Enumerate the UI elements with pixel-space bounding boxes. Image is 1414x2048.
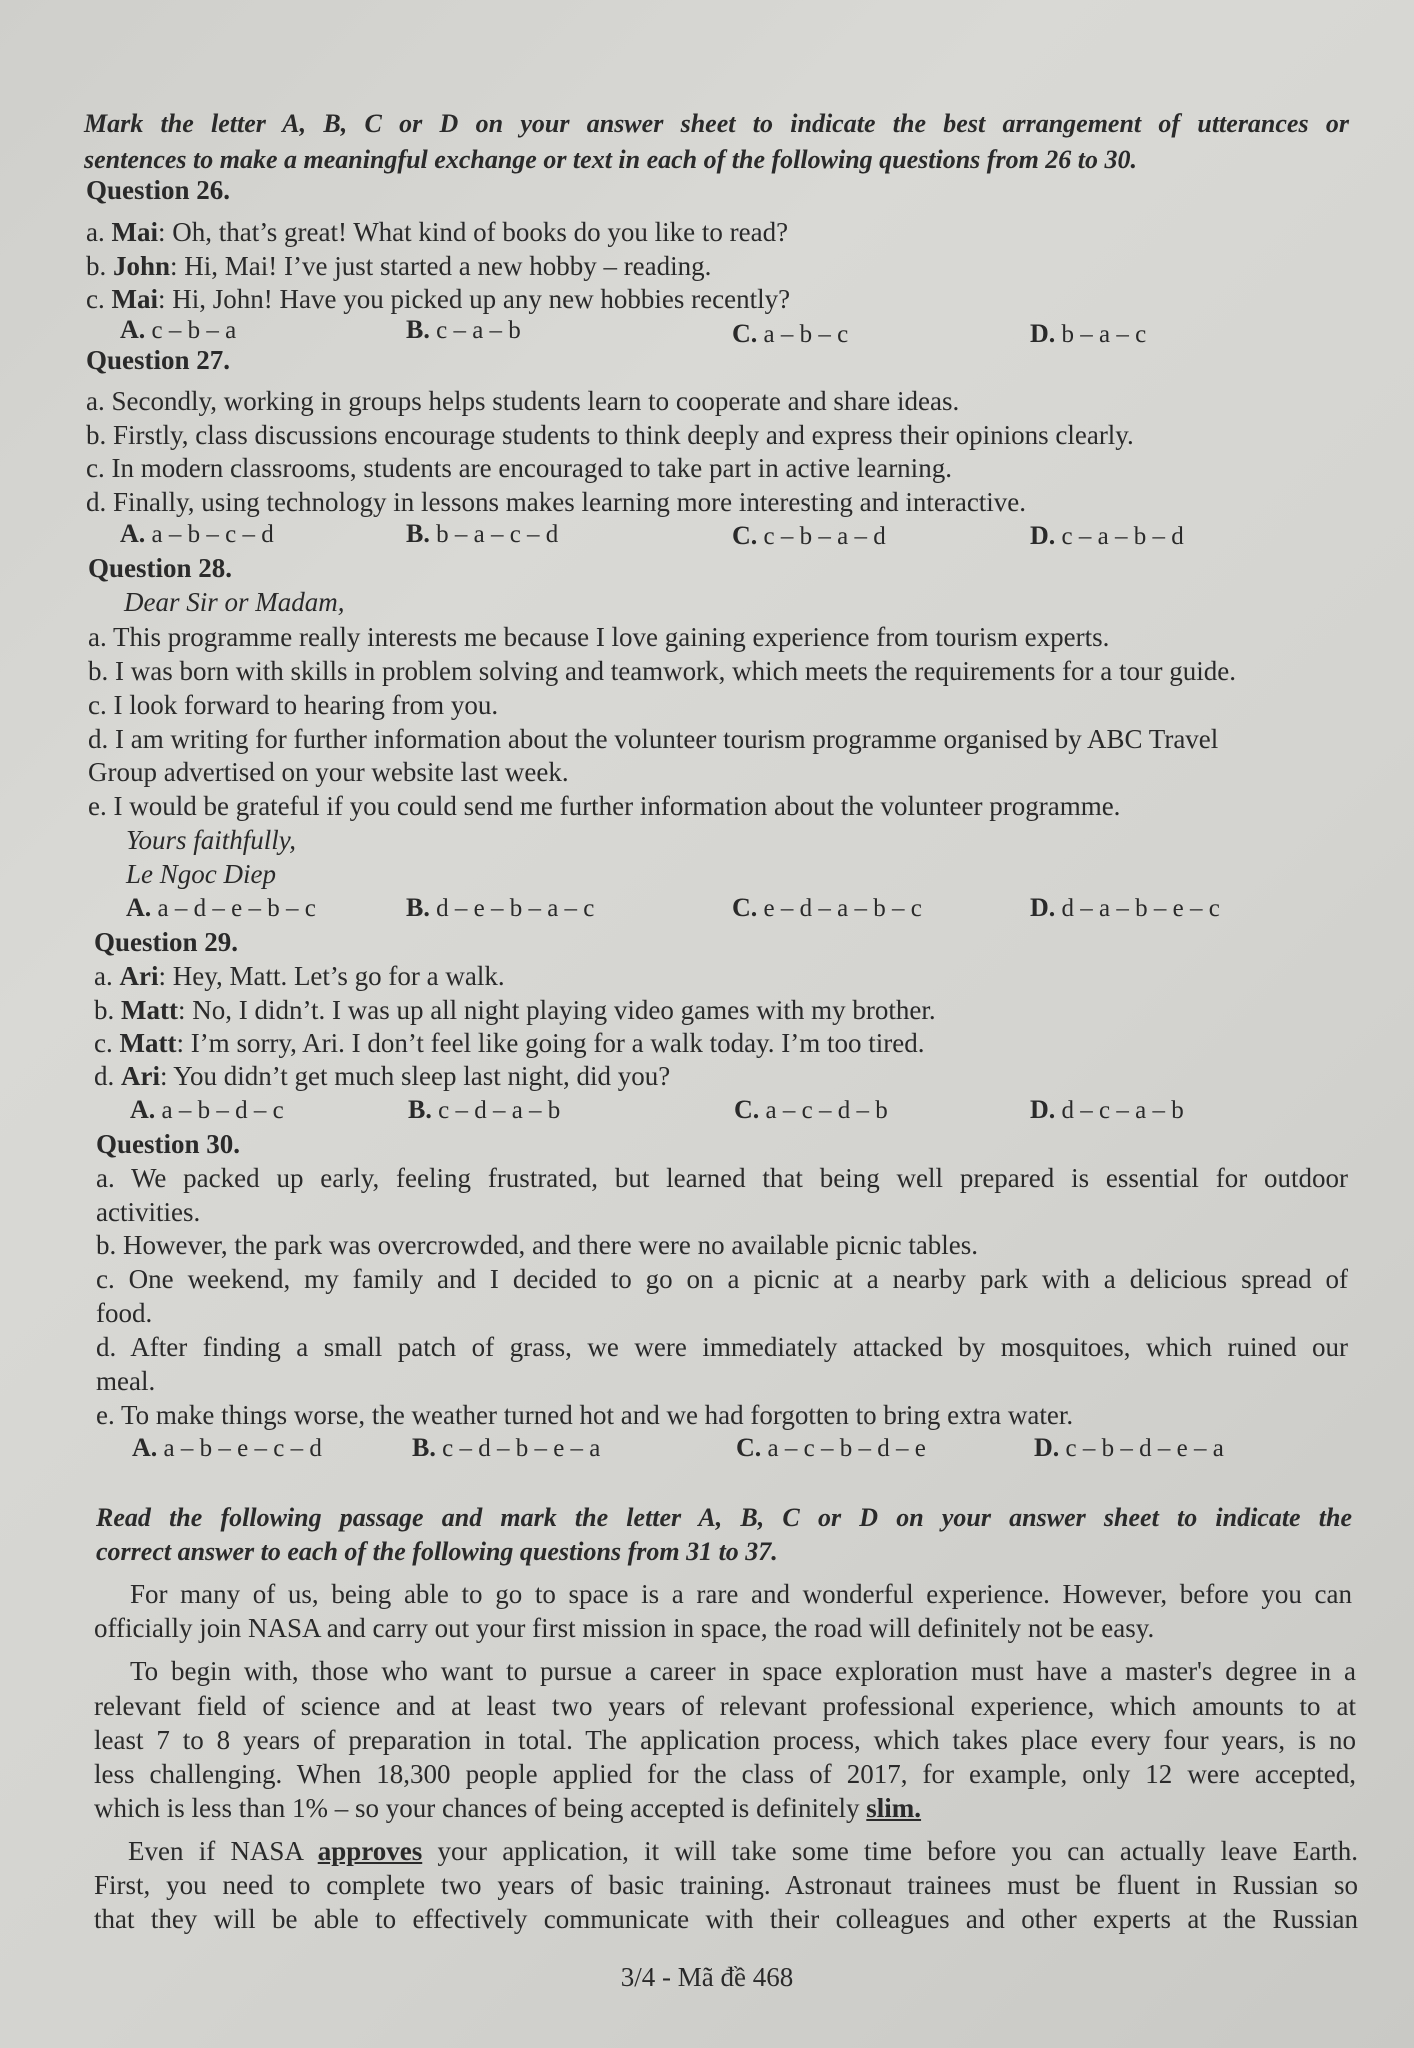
sentence-a	[96, 1162, 1348, 1194]
passage-text: less challenging. When 18,300 people applied for the class of 2017, for example, only 12 were accepted,	[94, 1759, 1356, 1789]
option-letter: A.	[126, 893, 152, 922]
option-a[interactable]	[126, 892, 316, 925]
item-prefix: b.	[94, 995, 121, 1025]
utterance-d	[94, 1060, 670, 1092]
option-letter: B.	[412, 1433, 436, 1462]
option-a[interactable]	[132, 1432, 322, 1465]
sentence-text: d. After finding a small patch of grass, we were immediately attacked by mosquitoes, which ruined our	[96, 1332, 1348, 1362]
speaker-name: Matt	[121, 995, 178, 1025]
speaker-name: Matt	[119, 1028, 177, 1058]
passage-line: officially join NASA and carry out your first mission in space, the road will definitely not be easy.	[94, 1613, 1155, 1643]
option-a[interactable]	[120, 314, 236, 347]
sentence-b: b. Firstly, class discussions encourage students to think deeply and express their opinions clearly.	[86, 420, 1134, 450]
letter-greeting: Dear Sir or Madam,	[124, 587, 345, 617]
section-instruction-line	[84, 108, 1349, 140]
option-c[interactable]	[732, 892, 922, 925]
utterance-text: : No, I didn’t. I was up all night playing video games with my brother.	[177, 995, 936, 1025]
option-text: a – d – e – b – c	[157, 895, 316, 922]
sentence-d	[96, 1331, 1348, 1363]
option-letter: A.	[120, 519, 146, 548]
passage-text: your application, it will take some time before you can actually leave Earth.	[422, 1836, 1358, 1866]
passage-line	[94, 1869, 1358, 1901]
passage-line	[94, 1758, 1356, 1790]
option-text: b – a – c – d	[436, 521, 559, 548]
utterance-a	[86, 216, 788, 248]
option-letter: D.	[1030, 1095, 1056, 1124]
item-prefix: c.	[94, 1028, 120, 1058]
passage-text: least 7 to 8 years of preparation in total. The application process, which takes place every four years, is no	[94, 1725, 1356, 1755]
option-d[interactable]	[1034, 1432, 1224, 1465]
option-letter: B.	[406, 519, 430, 548]
option-text: b – a – c	[1061, 321, 1147, 348]
option-letter: C.	[732, 521, 758, 550]
option-text: c – a – b – d	[1061, 523, 1184, 550]
option-text: a – c – b – d – e	[767, 1435, 926, 1462]
option-c[interactable]	[732, 318, 848, 351]
utterance-text: : Oh, that’s great! What kind of books do you like to read?	[157, 217, 789, 247]
option-letter: D.	[1030, 521, 1056, 550]
section-instruction-line: sentences to make a meaningful exchange or text in each of the following questions from 26 to 30.	[84, 145, 1138, 174]
passage-text: First, you need to complete two years of basic training. Astronaut trainees must be fluent in Russian so	[94, 1870, 1358, 1900]
utterance-text: : Hi, Mai! I’ve just started a new hobby – reading.	[170, 251, 712, 281]
option-letter: D.	[1030, 893, 1056, 922]
utterance-b	[94, 994, 936, 1026]
instruction-text: Read the following passage and mark the letter A, B, C or D on your answer sheet to indicate the	[96, 1503, 1352, 1532]
speaker-name: Mai	[111, 217, 158, 247]
passage-text: To begin with, those who want to pursue a career in space exploration must have a master's degree in a	[130, 1656, 1356, 1686]
option-b[interactable]	[408, 1094, 560, 1127]
option-letter: D.	[1034, 1433, 1060, 1462]
option-letter: B.	[408, 1095, 432, 1124]
option-letter: B.	[406, 315, 430, 344]
speaker-name: John	[113, 251, 171, 281]
passage-line	[130, 1578, 1352, 1610]
instruction-text: Mark the letter A, B, C or D on your answer sheet to indicate the best arrangement of utterances or	[84, 109, 1349, 138]
option-text: c – d – a – b	[438, 1097, 561, 1124]
option-c[interactable]	[736, 1432, 926, 1465]
sentence-text: c. One weekend, my family and I decided to go on a picnic at a nearby park with a delicious spread of	[96, 1264, 1348, 1294]
passage-line	[94, 1724, 1356, 1756]
option-letter: A.	[132, 1433, 158, 1462]
option-letter: A.	[120, 315, 146, 344]
option-text: d – e – b – a – c	[436, 895, 595, 922]
option-d[interactable]	[1030, 892, 1220, 925]
speaker-name: Mai	[111, 284, 158, 314]
sentence-a: a. Secondly, working in groups helps students learn to cooperate and share ideas.	[86, 386, 960, 416]
option-a[interactable]	[120, 518, 274, 551]
option-text: c – b – a	[151, 317, 237, 344]
underlined-word-approves: approves	[317, 1836, 423, 1866]
option-letter: B.	[406, 893, 430, 922]
sentence-e: e. To make things worse, the weather turned hot and we had forgotten to bring extra water.	[96, 1400, 1074, 1430]
passage-line	[94, 1690, 1356, 1722]
item-prefix: d.	[94, 1061, 121, 1091]
sentence-a: a. This programme really interests me because I love gaining experience from tourism experts.	[88, 622, 1110, 652]
utterance-c	[94, 1027, 925, 1059]
speaker-name: Ari	[119, 961, 159, 991]
option-a[interactable]	[130, 1094, 284, 1127]
page-footer: 3/4 - Mã đề 468	[620, 1962, 794, 1992]
utterance-text: : I’m sorry, Ari. I don’t feel like going for a walk today. I’m too tired.	[176, 1028, 925, 1058]
question-title: Question 28.	[88, 553, 233, 583]
utterance-text: : Hey, Matt. Let’s go for a walk.	[158, 961, 505, 991]
sentence-b: b. I was born with skills in problem solving and teamwork, which meets the requirements for a tour guide.	[88, 656, 1237, 686]
sentence-d: d. Finally, using technology in lessons makes learning more interesting and interactive.	[86, 487, 1027, 517]
item-prefix: a.	[94, 961, 120, 991]
sentence-b: b. However, the park was overcrowded, and there were no available picnic tables.	[96, 1230, 979, 1260]
speaker-name: Ari	[121, 1061, 160, 1091]
passage-line	[94, 1903, 1358, 1935]
option-letter: C.	[732, 319, 758, 348]
option-c[interactable]	[732, 520, 886, 553]
passage-text: which is less than 1% – so your chances of being accepted is definitely	[94, 1793, 867, 1823]
option-text: c – b – a – d	[763, 523, 886, 550]
utterance-b	[86, 250, 711, 282]
item-prefix: b.	[86, 251, 113, 281]
section-instruction-line	[96, 1502, 1352, 1534]
option-text: d – c – a – b	[1061, 1097, 1184, 1124]
option-b[interactable]	[406, 314, 521, 347]
passage-text: relevant field of science and at least two years of relevant professional experience, which amounts to at	[94, 1691, 1356, 1721]
option-d[interactable]	[1030, 520, 1184, 553]
sentence-text: a. We packed up early, feeling frustrated, but learned that being well prepared is essential for outdoor	[96, 1163, 1348, 1193]
question-title: Question 26.	[86, 175, 231, 205]
option-letter: C.	[734, 1095, 760, 1124]
passage-line	[94, 1792, 921, 1824]
option-text: a – b – c	[763, 321, 849, 348]
sentence-c: c. I look forward to hearing from you.	[88, 690, 499, 720]
option-text: c – a – b	[436, 317, 521, 344]
option-d[interactable]	[1030, 318, 1146, 351]
option-text: a – b – d – c	[161, 1097, 284, 1124]
question-title: Question 29.	[94, 927, 239, 957]
section-instruction-line: correct answer to each of the following questions from 31 to 37.	[96, 1537, 778, 1566]
utterance-text: : You didn’t get much sleep last night, did you?	[159, 1061, 671, 1091]
option-text: d – a – b – e – c	[1061, 895, 1220, 922]
utterance-c	[86, 283, 790, 315]
letter-closing: Yours faithfully,	[126, 825, 297, 855]
option-text: a – c – d – b	[765, 1097, 888, 1124]
passage-text: that they will be able to effectively communicate with their colleagues and other experts at the Russian	[94, 1904, 1358, 1934]
passage-line	[128, 1835, 1358, 1867]
option-d[interactable]	[1030, 1094, 1184, 1127]
question-title: Question 27.	[86, 345, 231, 375]
option-b[interactable]	[412, 1432, 600, 1465]
sentence-c	[96, 1263, 1348, 1295]
option-c[interactable]	[734, 1094, 888, 1127]
item-prefix: a.	[86, 217, 112, 247]
sentence-e: e. I would be grateful if you could send me further information about the volunteer programme.	[88, 791, 1121, 821]
option-text: c – b – d – e – a	[1065, 1435, 1224, 1462]
sentence-d-continued: Group advertised on your website last week.	[88, 757, 569, 787]
sentence-a-continued: activities.	[96, 1197, 201, 1227]
sentence-c-continued: food.	[96, 1298, 153, 1328]
option-letter: A.	[130, 1095, 156, 1124]
passage-text: Even if NASA	[128, 1836, 318, 1866]
option-letter: C.	[736, 1433, 762, 1462]
underlined-word-slim: slim.	[866, 1793, 922, 1823]
passage-line	[130, 1655, 1356, 1687]
option-b[interactable]	[406, 892, 594, 925]
sentence-d-continued: meal.	[96, 1366, 156, 1396]
option-letter: D.	[1030, 319, 1056, 348]
passage-text: For many of us, being able to go to space is a rare and wonderful experience. However, before you can	[130, 1579, 1352, 1609]
option-text: e – d – a – b – c	[763, 895, 922, 922]
option-text: c – d – b – e – a	[442, 1435, 601, 1462]
utterance-text: : Hi, John! Have you picked up any new hobbies recently?	[157, 284, 791, 314]
sentence-c: c. In modern classrooms, students are encouraged to take part in active learning.	[86, 453, 952, 483]
letter-signature: Le Ngoc Diep	[126, 859, 276, 889]
utterance-a	[94, 960, 505, 992]
sentence-d: d. I am writing for further information about the volunteer tourism programme organised by ABC Travel	[88, 724, 1219, 754]
option-text: a – b – e – c – d	[163, 1435, 322, 1462]
option-text: a – b – c – d	[151, 521, 274, 548]
option-letter: C.	[732, 893, 758, 922]
item-prefix: c.	[86, 284, 112, 314]
option-b[interactable]	[406, 518, 558, 551]
question-title: Question 30.	[96, 1129, 241, 1159]
